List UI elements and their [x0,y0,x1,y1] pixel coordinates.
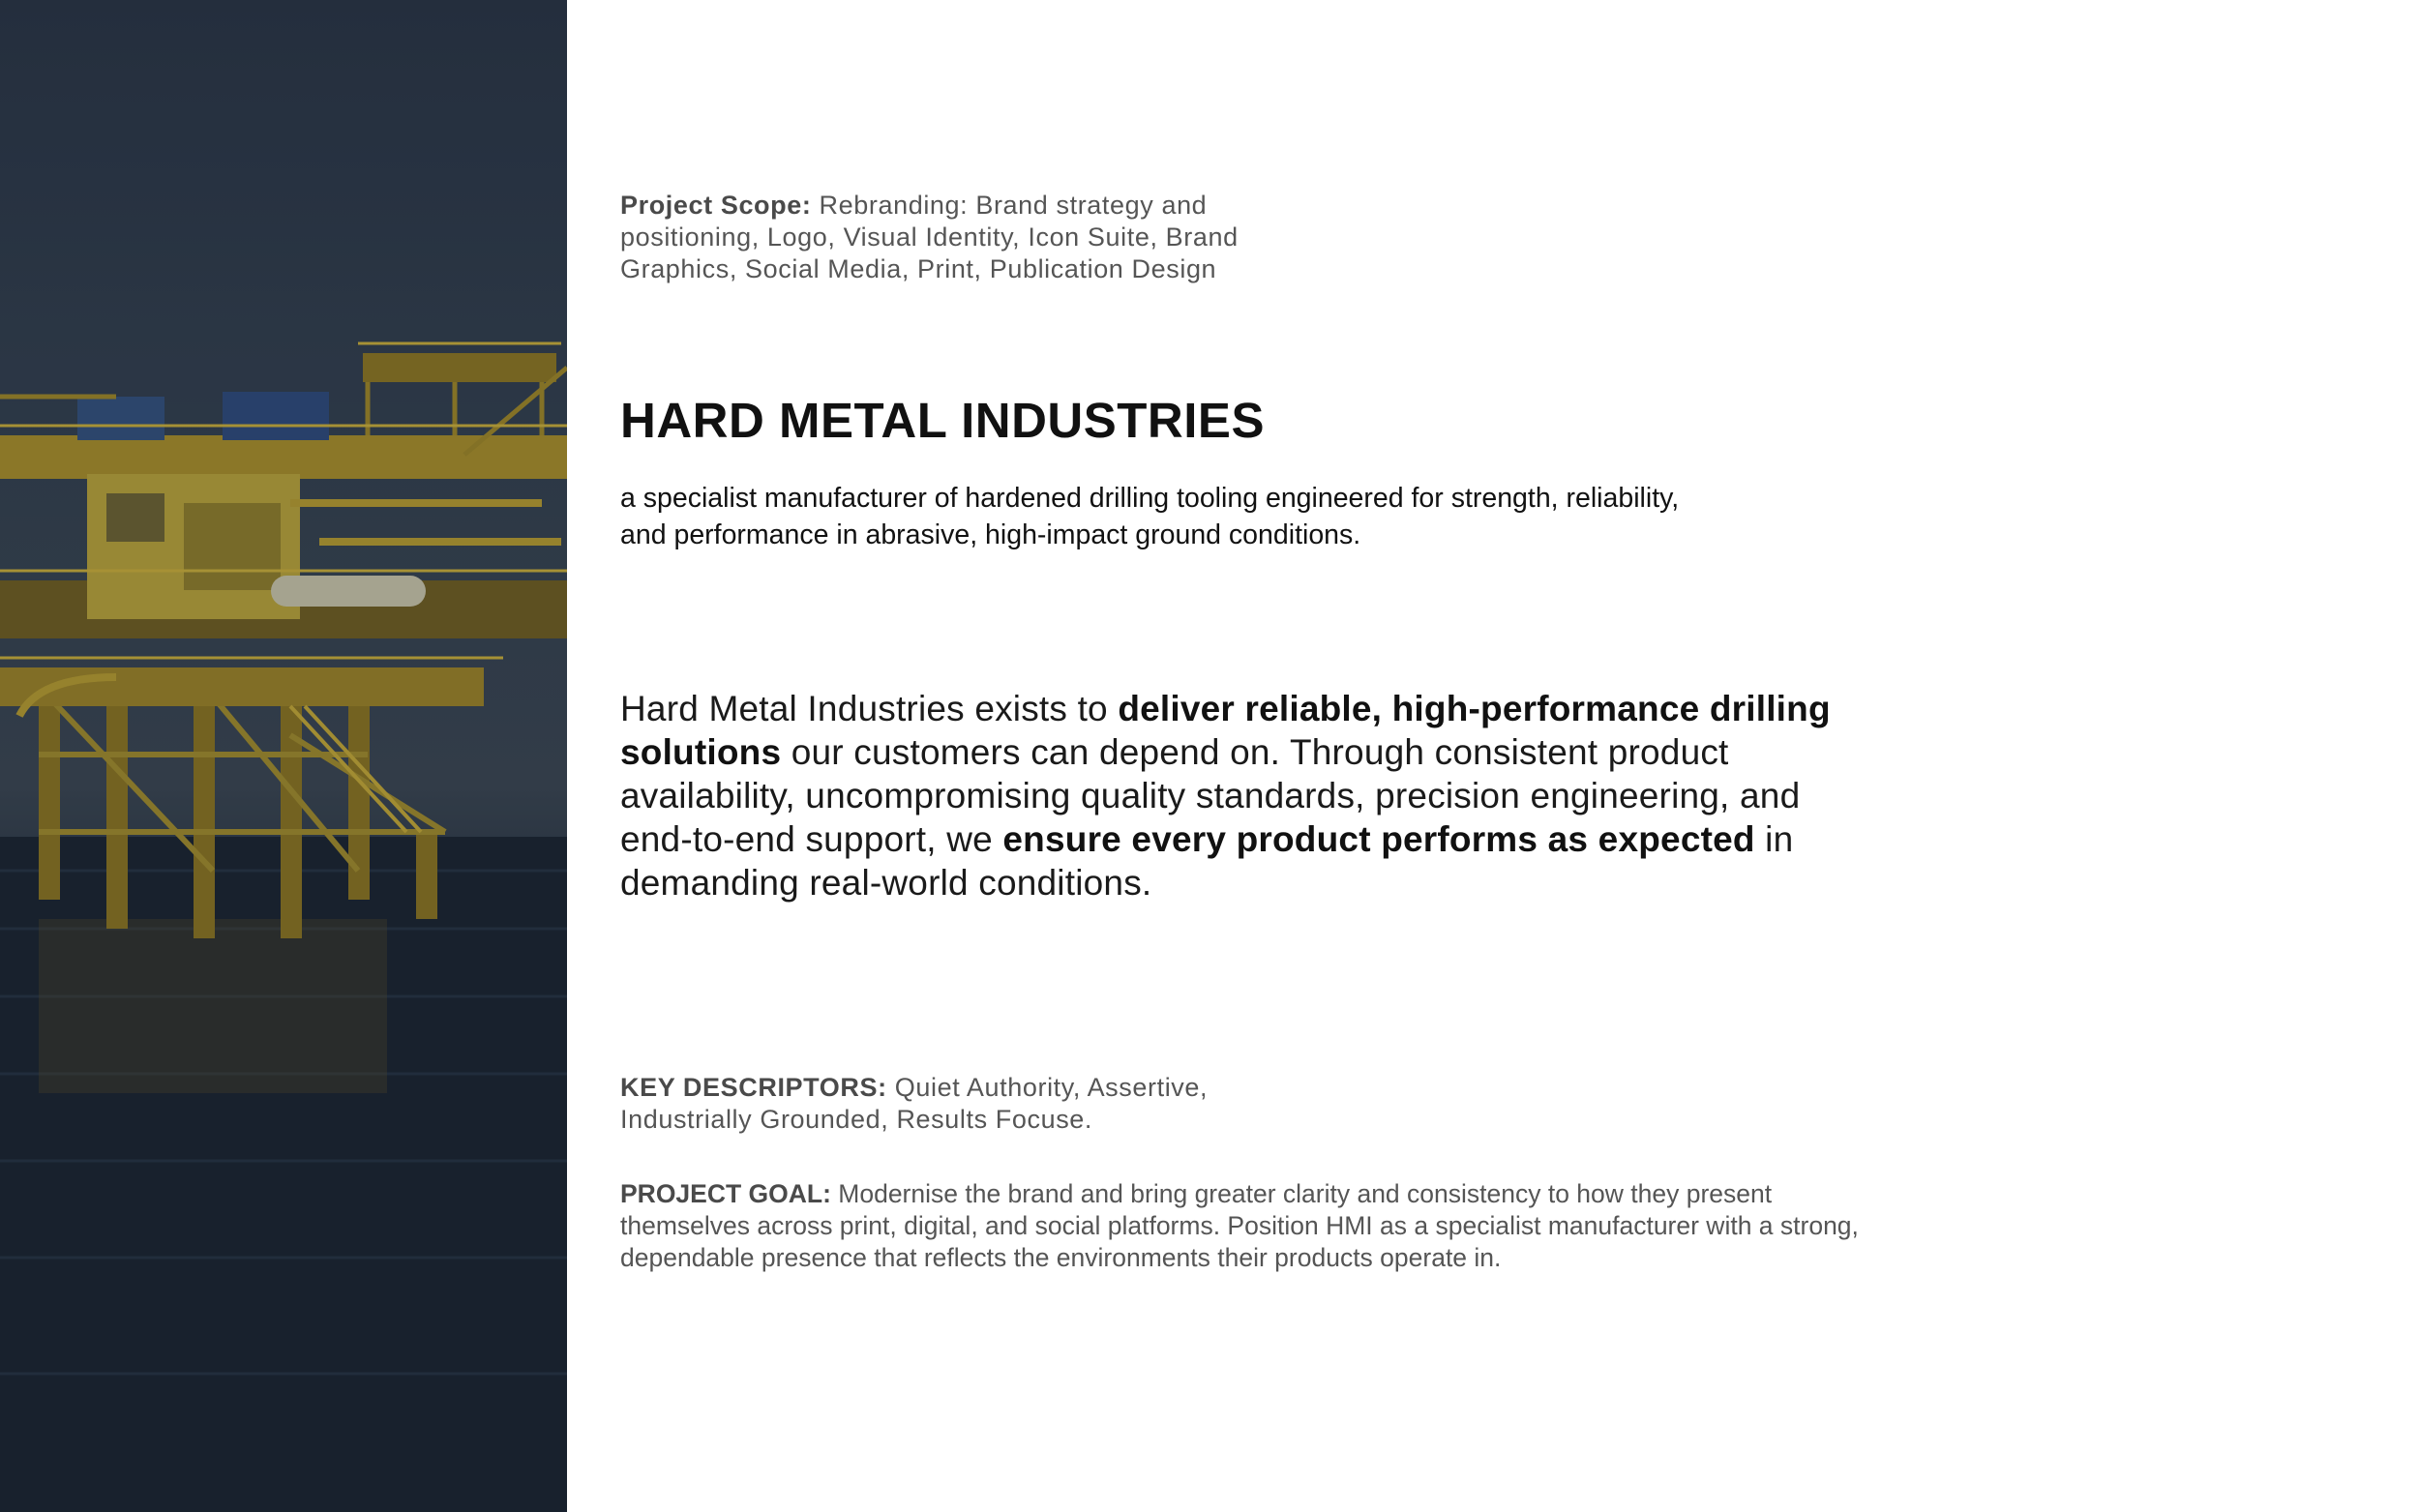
project-goal [620,1178,1878,1274]
company-name-heading: HARD METAL INDUSTRIES [620,393,1265,448]
offshore-platform-image [0,0,567,1512]
mission-text-2: our customers can depend on. Through consistent product availability, uncompromising quality standards, precision engineering, and end-to-end support, we [620,732,1801,859]
tagline-line-1: a specialist manufacturer of hardened drilling tooling engineered for strength, reliability, [620,483,1680,514]
project-scope-label: Project Scope: [620,191,812,220]
project-scope [620,190,1259,285]
key-descriptors-text: Quiet Authority, Assertive, Industrially Grounded, Results Focuse. [620,1073,1209,1134]
project-goal-label: PROJECT GOAL: [620,1179,831,1208]
mission-statement [620,687,1878,904]
mission-bold-1: deliver reliable, high-performance drilling solutions [620,689,1831,772]
key-descriptors [620,1072,1298,1136]
key-descriptors-label: KEY DESCRIPTORS: [620,1073,887,1102]
mission-text-1: Hard Metal Industries exists to [620,689,1119,728]
project-goal-text: Modernise the brand and bring greater clarity and consistency to how they present themselves across print, digital, and social platforms. Position HMI as a specialist manufacturer with a strong, dependable presence that reflects the environments their products operate in. [620,1179,1859,1272]
mission-text-3: in demanding real-world conditions. [620,819,1794,903]
project-scope-text: Rebranding: Brand strategy and positioning, Logo, Visual Identity, Icon Suite, Brand Graphics, Social Media, Print, Publication Design [620,191,1239,283]
company-tagline [620,480,1810,553]
tagline-line-2: and performance in abrasive, high-impact ground conditions. [620,519,1361,550]
mission-bold-2: ensure every product performs as expected [1002,819,1755,859]
